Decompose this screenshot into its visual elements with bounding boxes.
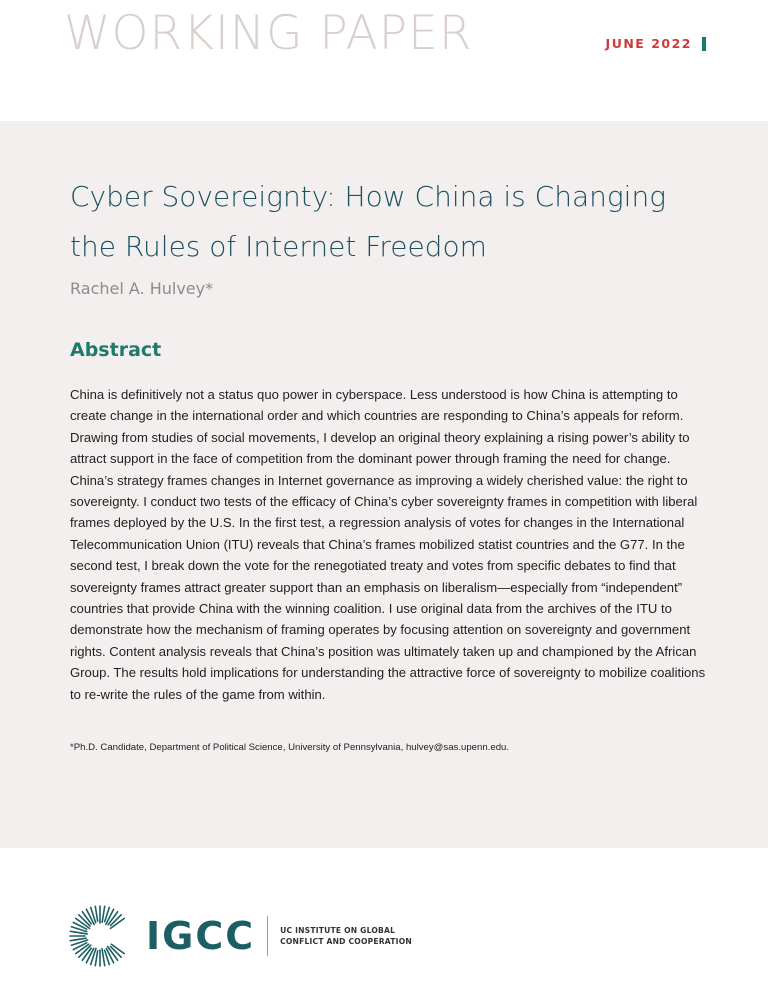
logo-divider <box>267 916 268 956</box>
igcc-emblem-icon <box>68 904 132 968</box>
logo-tagline-line2: CONFLICT AND COOPERATION <box>280 937 412 946</box>
emblem-ray <box>102 906 105 922</box>
publication-date <box>606 36 706 51</box>
emblem-ray <box>95 951 97 966</box>
emblem-ray <box>95 906 97 921</box>
logo-tagline <box>280 925 412 947</box>
working-paper-label: WORKING PAPER <box>64 6 473 61</box>
abstract-heading: Abstract <box>70 339 162 361</box>
abstract-body: China is definitively not a status quo power in cyberspace. Less understood is how China is attempting to create change in the international order and which countries are responding to China’s appeals for reform. Drawing from studies of social movements, I develop an original theory explaining a rising power’s ability to attract support in the face of competition from the dominant power through framing the need for change. China’s strategy frames changes in Internet governance as improving a widely cherished value: the right to sovereignty. I conduct two tests of the efficacy of China’s cyber sovereignty frames in competition with liberal frames deployed by the U.S. In the first test, a regression analysis of votes for changes in the International Telecommunication Union (ITU) reveals that China’s frames mobilized statist countries and the G77. In the second test, I break down the vote for the renegotiated treaty and votes from specific debates to find that sovereignty frames attract greater support than an emphasis on liberalism—especially from “independent” countries that provide China with the winning coalition. I use original data from the archives of the ITU to demonstrate how the mechanism of framing operates by focusing attention on sovereignty and government rights. Content analysis reveals that China’s position was ultimately taken up and championed by the African Group. The results hold implications for understanding the attractive force of sovereignty to mobilize coalitions to re-write the rules of the game from within. <box>70 387 706 702</box>
paper-title: Cyber Sovereignty: How China is Changing the Rules of Internet Freedom <box>70 180 666 263</box>
publication-date-text: JUNE 2022 <box>605 36 692 51</box>
igcc-logo <box>68 904 412 968</box>
emblem-ray <box>70 938 86 941</box>
accent-bar <box>702 37 706 51</box>
paper-author: Rachel A. Hulvey* <box>70 279 214 298</box>
author-footnote: *Ph.D. Candidate, Department of Political Science, University of Pennsylvania, hulvey@sas.upenn.edu. <box>70 742 510 753</box>
logo-tagline-line1: UC INSTITUTE ON GLOBAL <box>280 926 396 935</box>
logo-wordmark: IGCC <box>146 914 256 958</box>
